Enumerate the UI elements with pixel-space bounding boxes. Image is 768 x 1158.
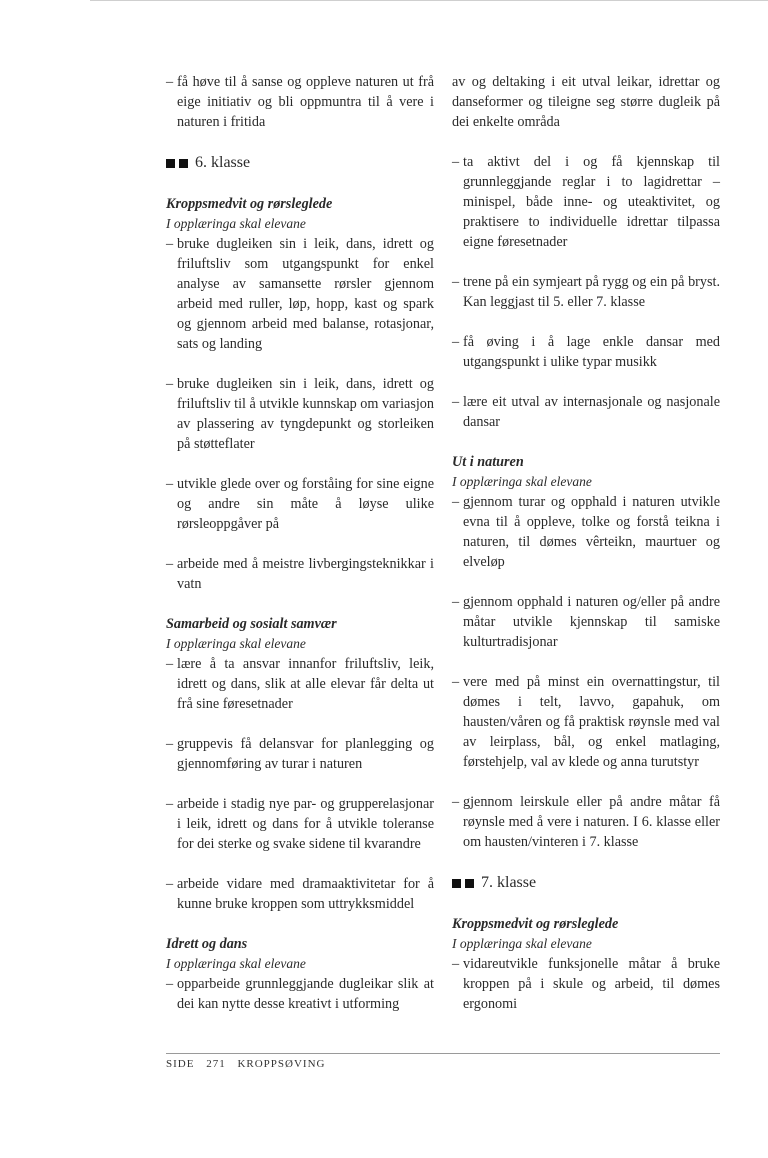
- section-subheading: I opplæringa skal elevane: [166, 956, 306, 971]
- bullet-square-icon: [166, 159, 175, 168]
- list-item: – vidareutvikle funksjonelle måtar å bruke kroppen på i skule og arbeid, til dømes ergonomi: [452, 956, 720, 1012]
- section-heading: Samarbeid og sosialt samvær: [166, 616, 337, 632]
- right-column: [452, 72, 720, 1014]
- list-item: – arbeide vidare med dramaaktivitetar for å kunne bruke kroppen som uttrykksmiddel: [166, 876, 434, 912]
- list-item: – lære å ta ansvar innanfor friluftsliv, leik, idrett og dans, slik at alle elevar får delta ut frå sine føresetnader: [166, 656, 434, 712]
- list-item: – bruke dugleiken sin i leik, dans, idrett og friluftsliv som utgangspunkt for enkel analyse av samansette rørsler gjennom arbeid med ruller, løp, hopp, kast og spark og gjennom arbeid med balanse, rotasjonar, sats og landing: [166, 236, 434, 352]
- list-item: – gruppevis få delansvar for planlegging og gjennomføring av turar i naturen: [166, 736, 434, 772]
- list-item: – få øving i å lage enkle dansar med utgangspunkt i ulike typar musikk: [452, 334, 720, 370]
- left-column: [166, 72, 434, 1014]
- list-item: – få høve til å sanse og oppleve naturen ut frå eige initiativ og bli oppmuntra til å vere i naturen i fritida: [166, 74, 434, 130]
- footer-side-label: SIDE: [166, 1058, 195, 1070]
- footer-page-number: 271: [206, 1058, 226, 1070]
- list-item: – trene på ein symjeart på rygg og ein på bryst. Kan leggjast til 5. eller 7. klasse: [452, 274, 720, 310]
- list-item: – bruke dugleiken sin i leik, dans, idrett og friluftsliv til å utvikle kunnskap om variasjon av plassering av tyngdepunkt og storleiken på støtteflater: [166, 376, 434, 452]
- continued-text: av og deltaking i eit utval leikar, idrettar og danseformer og tileigne seg større dugleik på dei enkelte områda: [452, 74, 720, 130]
- section-heading: Idrett og dans: [166, 936, 248, 952]
- list-item: – arbeide med å meistre livbergingsteknikkar i vatn: [166, 556, 434, 592]
- section-heading: Kroppsmedvit og rørsleglede: [166, 196, 333, 212]
- section-heading: Kroppsmedvit og rørsleglede: [452, 916, 619, 932]
- footer-rule: [166, 1053, 720, 1054]
- bullet-square-icon: [452, 879, 461, 888]
- bullet-square-icon: [179, 159, 188, 168]
- grade-heading-7: 7. klasse: [452, 872, 720, 894]
- list-item: – opparbeide grunnleggjande dugleikar slik at dei kan nytte desse kreativt i utforming: [166, 976, 434, 1012]
- list-item: – arbeide i stadig nye par- og grupperelasjonar i leik, idrett og dans for å utvikle toleranse for dei sterke og svake sidene til kvarandre: [166, 796, 434, 852]
- top-rule: [90, 0, 768, 1]
- list-item: – ta aktivt del i og få kjennskap til grunnleggjande reglar i to lagidrettar – minispel, både inne- og uteaktivitet, og praktisere to individuelle idrettar tilpassa eigne føresetnader: [452, 154, 720, 250]
- bullet-square-icon: [465, 879, 474, 888]
- section-subheading: I opplæringa skal elevane: [452, 936, 592, 951]
- footer-subject: KROPPSØVING: [237, 1058, 326, 1070]
- list-item: – vere med på minst ein overnattingstur, til dømes i telt, lavvo, gapahuk, om hausten/våren og få praktisk røynsle med val av leirplass, bål, og enkel matlaging, førstehjelp, val av klede og anna turutstyr: [452, 674, 720, 770]
- section-subheading: I opplæringa skal elevane: [166, 636, 306, 651]
- list-item: – gjennom opphald i naturen og/eller på andre måtar utvikle kjennskap til samiske kulturtradisjonar: [452, 594, 720, 650]
- section-subheading: I opplæringa skal elevane: [452, 474, 592, 489]
- section-subheading: I opplæringa skal elevane: [166, 216, 306, 231]
- list-item: – lære eit utval av internasjonale og nasjonale dansar: [452, 394, 720, 430]
- list-item: – gjennom turar og opphald i naturen utvikle evna til å oppleve, tolke og forstå teikna i naturen, til dømes vêrteikn, maurtuer og elveløp: [452, 494, 720, 570]
- list-item: – utvikle glede over og forståing for sine eigne og andre sin måte å løyse ulike rørsleoppgåver på: [166, 476, 434, 532]
- page-footer: [166, 1058, 325, 1070]
- section-heading: Ut i naturen: [452, 454, 524, 470]
- list-item: – gjennom leirskule eller på andre måtar få røynsle med å vere i naturen. I 6. klasse eller om hausten/vinteren i 7. klasse: [452, 794, 720, 850]
- grade-heading-6: 6. klasse: [166, 152, 434, 174]
